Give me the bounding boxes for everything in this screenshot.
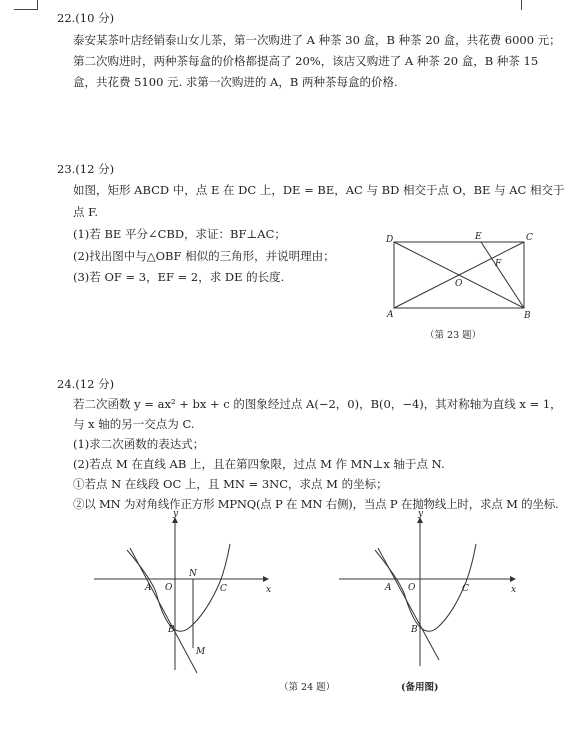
q22-line-2: 第二次购进时，两种茶每盒的价格都提高了 20%，该店又购进了 A 种茶 20 盒，B 种茶 15 xyxy=(73,54,539,68)
q23-line-5: (3)若 OF = 3，EF = 2，求 DE 的长度. xyxy=(73,270,285,284)
q22-header: 22.(10 分) xyxy=(57,11,115,25)
q23-line-3: (1)若 BE 平分∠CBD，求证：BF⊥AC； xyxy=(73,227,286,241)
q22-line-3: 盒，共花费 5100 元. 求第一次购进的 A，B 两种茶每盒的价格. xyxy=(73,75,398,89)
q22-line-1: 泰安某茶叶店经销泰山女儿茶，第一次购进了 A 种茶 30 盒，B 种茶 20 盒，共花费 6000 元； xyxy=(73,33,561,47)
q24-line-1: 若二次函数 y = ax² + bx + c 的图象经过点 A(−2，0)，B(0，−4)，其对称轴为直线 x = 1， xyxy=(73,397,562,411)
label-x: x xyxy=(266,585,272,595)
crop-mark-right xyxy=(521,0,522,10)
label-B: B xyxy=(411,625,418,635)
q24-line-2: 与 x 轴的另一交点为 C. xyxy=(73,417,195,431)
segment-be xyxy=(481,242,524,308)
q24-line-6: ②以 MN 为对角线作正方形 MPNQ(点 P 在 MN 右侧)，当点 P 在抛物线上时，求点 M 的坐标. xyxy=(73,497,559,511)
q24-line-4: (2)若点 M 在直线 AB 上，且在第四象限，过点 M 作 MN⊥x 轴于点 N. xyxy=(73,457,445,471)
label-N: N xyxy=(189,569,197,579)
label-B: B xyxy=(524,311,531,320)
label-B: B xyxy=(168,625,175,635)
q23-figure-caption: （第 23 题） xyxy=(425,330,482,341)
label-x: x xyxy=(511,585,517,595)
label-D: D xyxy=(386,235,394,245)
label-C: C xyxy=(462,584,469,594)
q24-figure-caption: （第 24 题） xyxy=(279,682,336,693)
q24-line-5: ①若点 N 在线段 OC 上，且 MN = 3NC，求点 M 的坐标； xyxy=(73,477,388,491)
q23-header: 23.(12 分) xyxy=(57,162,115,176)
label-A: A xyxy=(145,583,152,593)
label-O: O xyxy=(408,583,416,593)
label-A: A xyxy=(387,310,394,320)
q24-backup-figure xyxy=(335,510,525,670)
q23-line-2: 点 F. xyxy=(73,205,98,219)
label-y: y xyxy=(418,510,424,519)
crop-mark-left-h xyxy=(14,9,38,10)
line-ab xyxy=(130,548,197,673)
line-ab xyxy=(378,548,439,660)
label-A: A xyxy=(385,583,392,593)
label-E: E xyxy=(475,232,482,242)
label-M: M xyxy=(196,647,206,657)
q24-line-3: (1)求二次函数的表达式； xyxy=(73,437,205,451)
label-F: F xyxy=(495,259,502,269)
q24-backup-caption: (备用图) xyxy=(401,682,439,693)
label-C: C xyxy=(220,584,227,594)
label-O: O xyxy=(455,279,463,289)
q23-line-4: (2)找出图中与△OBF 相似的三角形，并说明理由； xyxy=(73,249,335,263)
label-y: y xyxy=(173,510,179,519)
q24-parabola-figure xyxy=(90,510,280,678)
label-O: O xyxy=(165,583,173,593)
label-C: C xyxy=(526,233,533,243)
parabola xyxy=(127,544,230,631)
q23-line-1: 如图，矩形 ABCD 中，点 E 在 DC 上，DE = BE，AC 与 BD 相交于点 O，BE 与 AC 相交于 xyxy=(73,183,565,197)
q24-header: 24.(12 分) xyxy=(57,377,115,391)
q23-rectangle-figure xyxy=(378,228,538,320)
